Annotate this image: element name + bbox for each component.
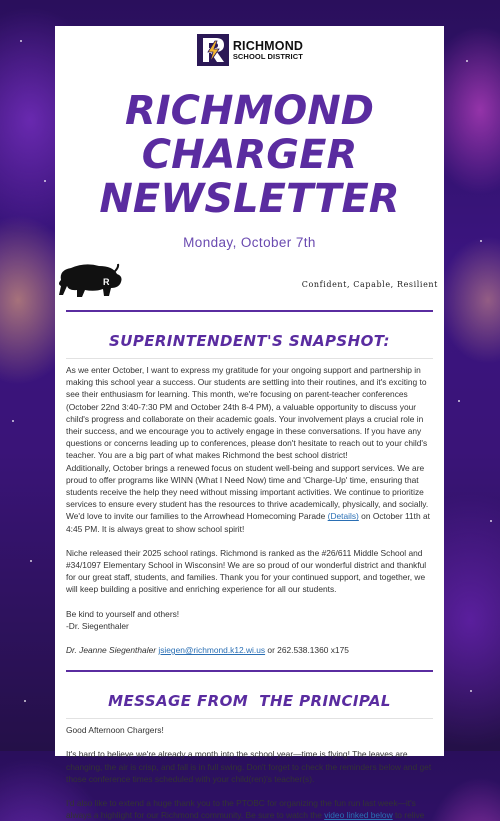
fun-run-video-link[interactable]: video linked below: [324, 810, 393, 821]
email-link[interactable]: jsiegen@richmond.k12.wi.us: [158, 645, 266, 656]
lightning-r-logo-icon: [196, 33, 230, 67]
principal-paragraph-2: I'd also like to extend a huge thank you to the PTOBC for organizing the fun run last week—it's always a highlight for our Richmond community. Be sure to watch the video linked below to relive: [66, 798, 425, 821]
newsletter-title: RICHMOND CHARGER NEWSLETTER: [99, 88, 400, 222]
parade-details-link[interactable]: (Details): [327, 511, 359, 522]
superintendent-paragraph-1: As we enter October, I want to express my gratitude for your ongoing support and partnership in making this school year a success. Our students are settling into their routines, and it's exciting to see their enthusiasm for learning. This month, we're focusing on parent-teacher conferences (October 22nd 3:40-7:30 PM and October 24th 8-4 PM), a valuable opportunity to discuss your child's progress and collaborate on their academic goals. Your involvement plays a crucial role in their success, and we encourage you to actively engage in these conversations. If you have any questions or concerns leading up to conferences, please don't hesitate to reach out to your child's teacher. You are a big part of what makes Richmond the best school district!: [66, 365, 428, 461]
closing-signature: -Dr. Siegenthaler: [66, 620, 129, 631]
charger-mascot-icon: [55, 260, 125, 300]
superintendent-paragraph-3: Niche released their 2025 school ratings. Richmond is ranked as the #26/611 Middle School and #34/1097 Elementary School in Wisconsin! We are so proud of our wonderful district and thankful for our great staff, students, and families. Thank you for your continued support, and together, we will keep building a positive and enriching experience for all our students.: [66, 547, 427, 595]
svg-text:R: R: [103, 277, 110, 287]
principal-paragraph-1: It's hard to believe we're already a month into the school year—time is flying! The leaves are changing, the air is crisp, and fall is in full swing. Don't forget to check the reminders below and get those conference times scheduled with your child(ren)'s teacher(s).: [66, 749, 432, 784]
newsletter-date: Monday, October 7th: [183, 235, 316, 250]
logo-line2: SCHOOL DISTRICT: [232, 52, 303, 61]
closing-line: Be kind to yourself and others!: [66, 608, 180, 619]
district-motto: Confident, Capable, Resilient: [301, 280, 438, 289]
newsletter-card: [55, 26, 444, 821]
superintendent-body: [55, 364, 444, 656]
mascot-row: [55, 260, 444, 310]
superintendent-paragraph-2: Additionally, October brings a renewed focus on student well-being and support services. We are proud to offer programs like WINN (What I Need Now) time and 'Charge-Up' time, ensuring that students receive the help they need without missing important activities. We continue to prioritize services to ensure every student has the resources to thrive academically, physically, and socially. We'd love to invite our families to the Arrowhead Homecoming Parade (Details) on October 11th at 4:45 PM. It is always great to show school spirit!: [66, 462, 430, 534]
principal-body: [55, 724, 444, 821]
superintendent-heading: SUPERINTENDENT'S SNAPSHOT:: [109, 332, 390, 350]
contact-line: [66, 644, 433, 656]
signature-name: Dr. Jeanne Siegenthaler: [66, 645, 157, 656]
principal-greeting: Good Afternoon Chargers!: [66, 725, 164, 736]
logo-line1: RICHMOND: [232, 38, 304, 53]
principal-heading: MESSAGE FROM THE PRINCIPAL: [108, 692, 391, 711]
phone-number: or 262.538.1360 x175: [265, 645, 349, 656]
district-logo: [55, 29, 444, 71]
